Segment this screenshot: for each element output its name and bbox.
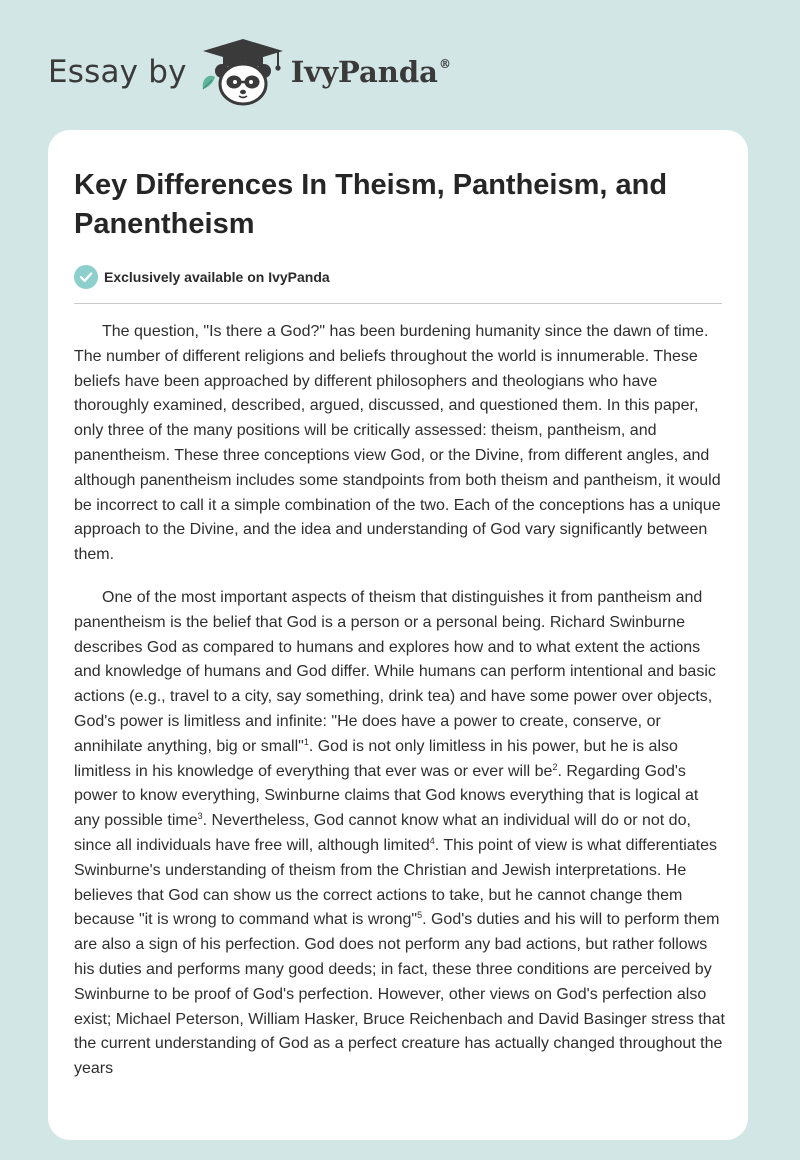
text-segment: . Regarding God's power to know everything, Swinburne claims that God knows everything that is logical at any possible time — [74, 762, 699, 830]
paragraph-1: The question, "Is there a God?" has been burdening humanity since the dawn of time. The number of different religions and beliefs throughout the world is innumerable. These beliefs have been approached by different philosophers and theologians who have thoroughly examined, described, argued, discussed, and questioned them. In this paper, only three of the many positions will be critically assessed: theism, pantheism, and panentheism. These three conceptions view God, or the Divine, from different angles, and although panentheism includes some standpoints from both theism and pantheism, it would be incorrect to call it a simple combination of the two. Each of the conceptions has a unique approach to the Divine, and the idea and understanding of God vary significantly between them. — [74, 323, 721, 564]
essay-by-label: Essay by — [48, 54, 187, 90]
exclusive-badge — [74, 265, 330, 289]
divider — [74, 303, 722, 304]
footnote-ref-5[interactable]: 5 — [417, 910, 423, 921]
essay-title: Key Differences In Theism, Pantheism, and Panentheism — [74, 169, 668, 240]
panda-graduate-logo-icon[interactable] — [199, 37, 287, 107]
footnote-ref-1[interactable]: 1 — [303, 736, 309, 747]
text-segment: . God is not only limitless in his power, but he is also limitless in his knowledge of everything that ever was or ever will be — [74, 737, 678, 780]
text-segment: . God's duties and his will to perform them are also a sign of his perfection. God does not perform any bad actions, but rather follows his duties and performs many good deeds; in fact, these three conditions are perceived by Swinburne to be proof of God's perfection. However, other views on God's perfection also exist; Michael Peterson, William Hasker, Bruce Reichenbach and David Basinger stress that the current understanding of God as a perfect creature has actually changed throughout the years — [74, 911, 725, 1078]
check-circle-icon — [74, 265, 98, 289]
paragraph-2 — [74, 586, 728, 1082]
brand-name[interactable]: IvyPanda® — [290, 55, 451, 89]
text-segment: . This point of view is what differentiates Swinburne's understanding of theism from the Christian and Jewish interpretations. He believes that God can show us the correct actions to take, but he cannot change them because "it is wrong to command what is wrong" — [74, 836, 717, 929]
essay-card — [48, 130, 748, 1140]
essay-body — [74, 320, 728, 1100]
site-header — [48, 36, 451, 108]
text-segment: . Nevertheless, God cannot know what an individual will do or not do, since all individuals have free will, although limited — [74, 812, 691, 854]
footnote-ref-3[interactable]: 3 — [197, 811, 203, 822]
badge-label: Exclusively available on IvyPanda — [104, 269, 330, 285]
registered-mark: ® — [438, 57, 451, 71]
footnote-ref-4[interactable]: 4 — [429, 835, 435, 846]
footnote-ref-2[interactable]: 2 — [552, 761, 558, 772]
text-segment: One of the most important aspects of theism that distinguishes it from pantheism and panentheism is the belief that God is a person or a personal being. Richard Swinburne describes God as compared to humans and explores how and to what extent the actions and knowledge of humans and God differ. While humans can perform intentional and basic actions (e.g., travel to a city, say something, drink tea) and have some power over objects, God's power is limitless and infinite: "He does have a power to create, conserve, or annihilate anything, big or small" — [74, 588, 716, 755]
